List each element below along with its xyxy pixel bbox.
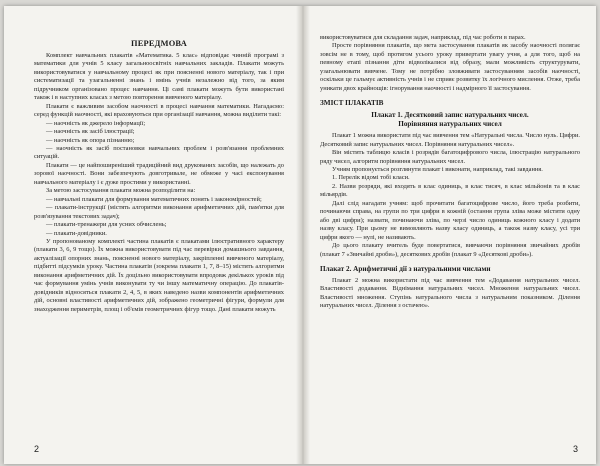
list-item: — наочність як джерело інформації; (46, 119, 146, 127)
book-spread (4, 6, 596, 464)
list-item: — плакати-інструкції (містять алгоритми виконання арифметичних дій, пам'ятки для розв'язування текстових задач); (34, 204, 284, 220)
preface-paragraph: За метою застосування плакати можна розподілити на: (46, 187, 196, 195)
poster-subtitle: Порівняння натуральних чисел (398, 120, 502, 129)
body-paragraph: Він містить таблицю класів і розрядів багатоцифрового числа, ілюстрацію натурального ряду чисел, алгоритм порівняння натуральних чисел. (320, 149, 580, 165)
list-item: — наочність як засіб постановки навчальних проблем і розв'язання проблемних ситуацій. (34, 144, 284, 161)
list-item: — плакати-тренажери для усних обчислень; (46, 221, 167, 229)
left-page (4, 6, 296, 464)
body-paragraph: Просте порівняння плакатів, що мета застосування плакатів як засобу наочності полягає зовсім не в тому, щоб протягом усього уроку привертати увагу учня, а для того, щоб на певному етапі пізнання діти відволікалися від образу, мали можливість структурувати, узагальнювати вивчене. Тому не потрібно зловживати застосуванням засобів наочності, оскільки це гальмує активність учнів і не сприяє розвитку їх логічного мислення. Отже, треба уникати двох крайнощів: ігнорування наочності і надмірного її застосування. (320, 42, 580, 92)
list-item: — навчальні плакати для формування математичних понять і закономірностей; (46, 195, 262, 203)
body-paragraph: використовуватися для складання задач, наприклад, під час роботи в парах. (320, 34, 526, 41)
list-item: 1. Перелік відомі тобі класи. (332, 174, 410, 182)
body-paragraph: Далі слід нагадати учням: щоб прочитати багатоцифрове число, його треба розбити, починаючи справа, на групи по три цифри в кожній (остання група зліва може містити одну або дві цифри); назвати, починаючи зліва, по черзі число одиниць кожного класу і додати назву класу. При цьому не вимовляють назву класу одиниць, а також назву класу, усі три цифри якого — нулі, не називають. (320, 199, 580, 241)
body-paragraph: Плакат 2 можна використати під час вивчення тем «Додавання натуральних чисел. Властивості додавання. Віднімання натуральних чисел. Множення натуральних чисел. Властивості множення. Ступінь натурального числа з натуральним показником. Ділення натуральних чисел. Ділення з остачею». (320, 276, 580, 310)
preface-paragraph: Плакати — це найпоширеніший традиційний вид друкованих засобів, що належать до зорової наочності. Вони забезпечують довготривале, не обмеже у часі експонування навчального матеріалу і є дуже простими у використанні. (34, 161, 284, 186)
poster-title: Плакат 1. Десятковий запис натуральних чисел. (371, 111, 529, 120)
left-column (34, 34, 284, 314)
body-paragraph: До цього плакату вчитель буде повертатися, вивчаючи порівняння звичайних дробів (плакат 7 «Звичайні дроби»), десяткових дробів (плакат 9 «Десяткові дроби»). (320, 242, 580, 258)
toc-heading: ЗМІСТ ПЛАКАТІВ (320, 99, 384, 108)
page-number: 2 (34, 444, 40, 454)
list-item: 2. Назви розряди, які входять в клас одиниць, в клас тисяч, в клас мільйонів та в клас мільярдів. (320, 182, 580, 199)
preface-paragraph: У пропонованому комплекті частина плакатів є плакатами ілюстративного характеру (плакати 3, 6, 9 тощо). Їх можна використовувати під час перевірки домашнього завдання, актуалізації опорних знань, поясненні нового матеріалу, закріпленні вивченого матеріалу, підбитті підсумків уроку. Частина плакатів (зокрема плакати 1, 7, 8–15) містить алгоритми виконання арифметичних дій. Їх доцільно використовувати впродовж декількох уроків під час формування умінь учнів виконувати ту чи іншу математичну операцію. До плакатів-довідників відносяться плакати 2, 4, 5, в яких наведено назви компонентів арифметичних дій, основні властивості арифметичних дій, зображено геометричні фігури, формули для знаходження периметрів, площ і об'ємів геометричних фігур тощо. Дані плакати можуть (34, 237, 284, 313)
right-page (310, 6, 596, 464)
list-item: — наочність як опора пізнанню; (46, 136, 135, 144)
page-number: 3 (572, 444, 578, 454)
book-gutter (296, 6, 310, 464)
list-item: — наочність як засіб ілюстрації; (46, 128, 135, 136)
list-item: — плакати-довідники. (46, 229, 107, 237)
poster-title: Плакат 2. Арифметичні дії з натуральними числами (320, 264, 491, 273)
right-column (320, 34, 580, 311)
preface-paragraph: Комплект навчальних плакатів «Математика. 5 клас» відповідає чинній програмі з математики для учнів 5 класу загальноосвітніх навчальних закладів. Плакати можуть використовуватися у навчальному процесі як при поясненні нового матеріалу, так і при систематизації та узагальненні знань і вмінь учнів незалежно від того, за яким підручником організовано процес навчання. Ці самі плакати можуть бути використані також і в наступних класах з метою повторення вивченого матеріалу. (34, 52, 284, 102)
preface-heading: ПЕРЕДМОВА (131, 39, 187, 48)
preface-paragraph: Плакати є важливим засобом наочності в процесі навчання математики. Нагадаємо: серед функцій наочності, які враховуються при організації навчання, можна виділити такі: (34, 102, 284, 119)
body-paragraph: Учням пропонується розглянути плакат і виконати, наприклад, такі завдання. (332, 165, 543, 173)
body-paragraph: Плакат 1 можна використати під час вивчення тем «Натуральні числа. Число нуль. Цифри. Десятковий запис натуральних чисел. Порівняння натуральних чисел». (320, 132, 580, 148)
